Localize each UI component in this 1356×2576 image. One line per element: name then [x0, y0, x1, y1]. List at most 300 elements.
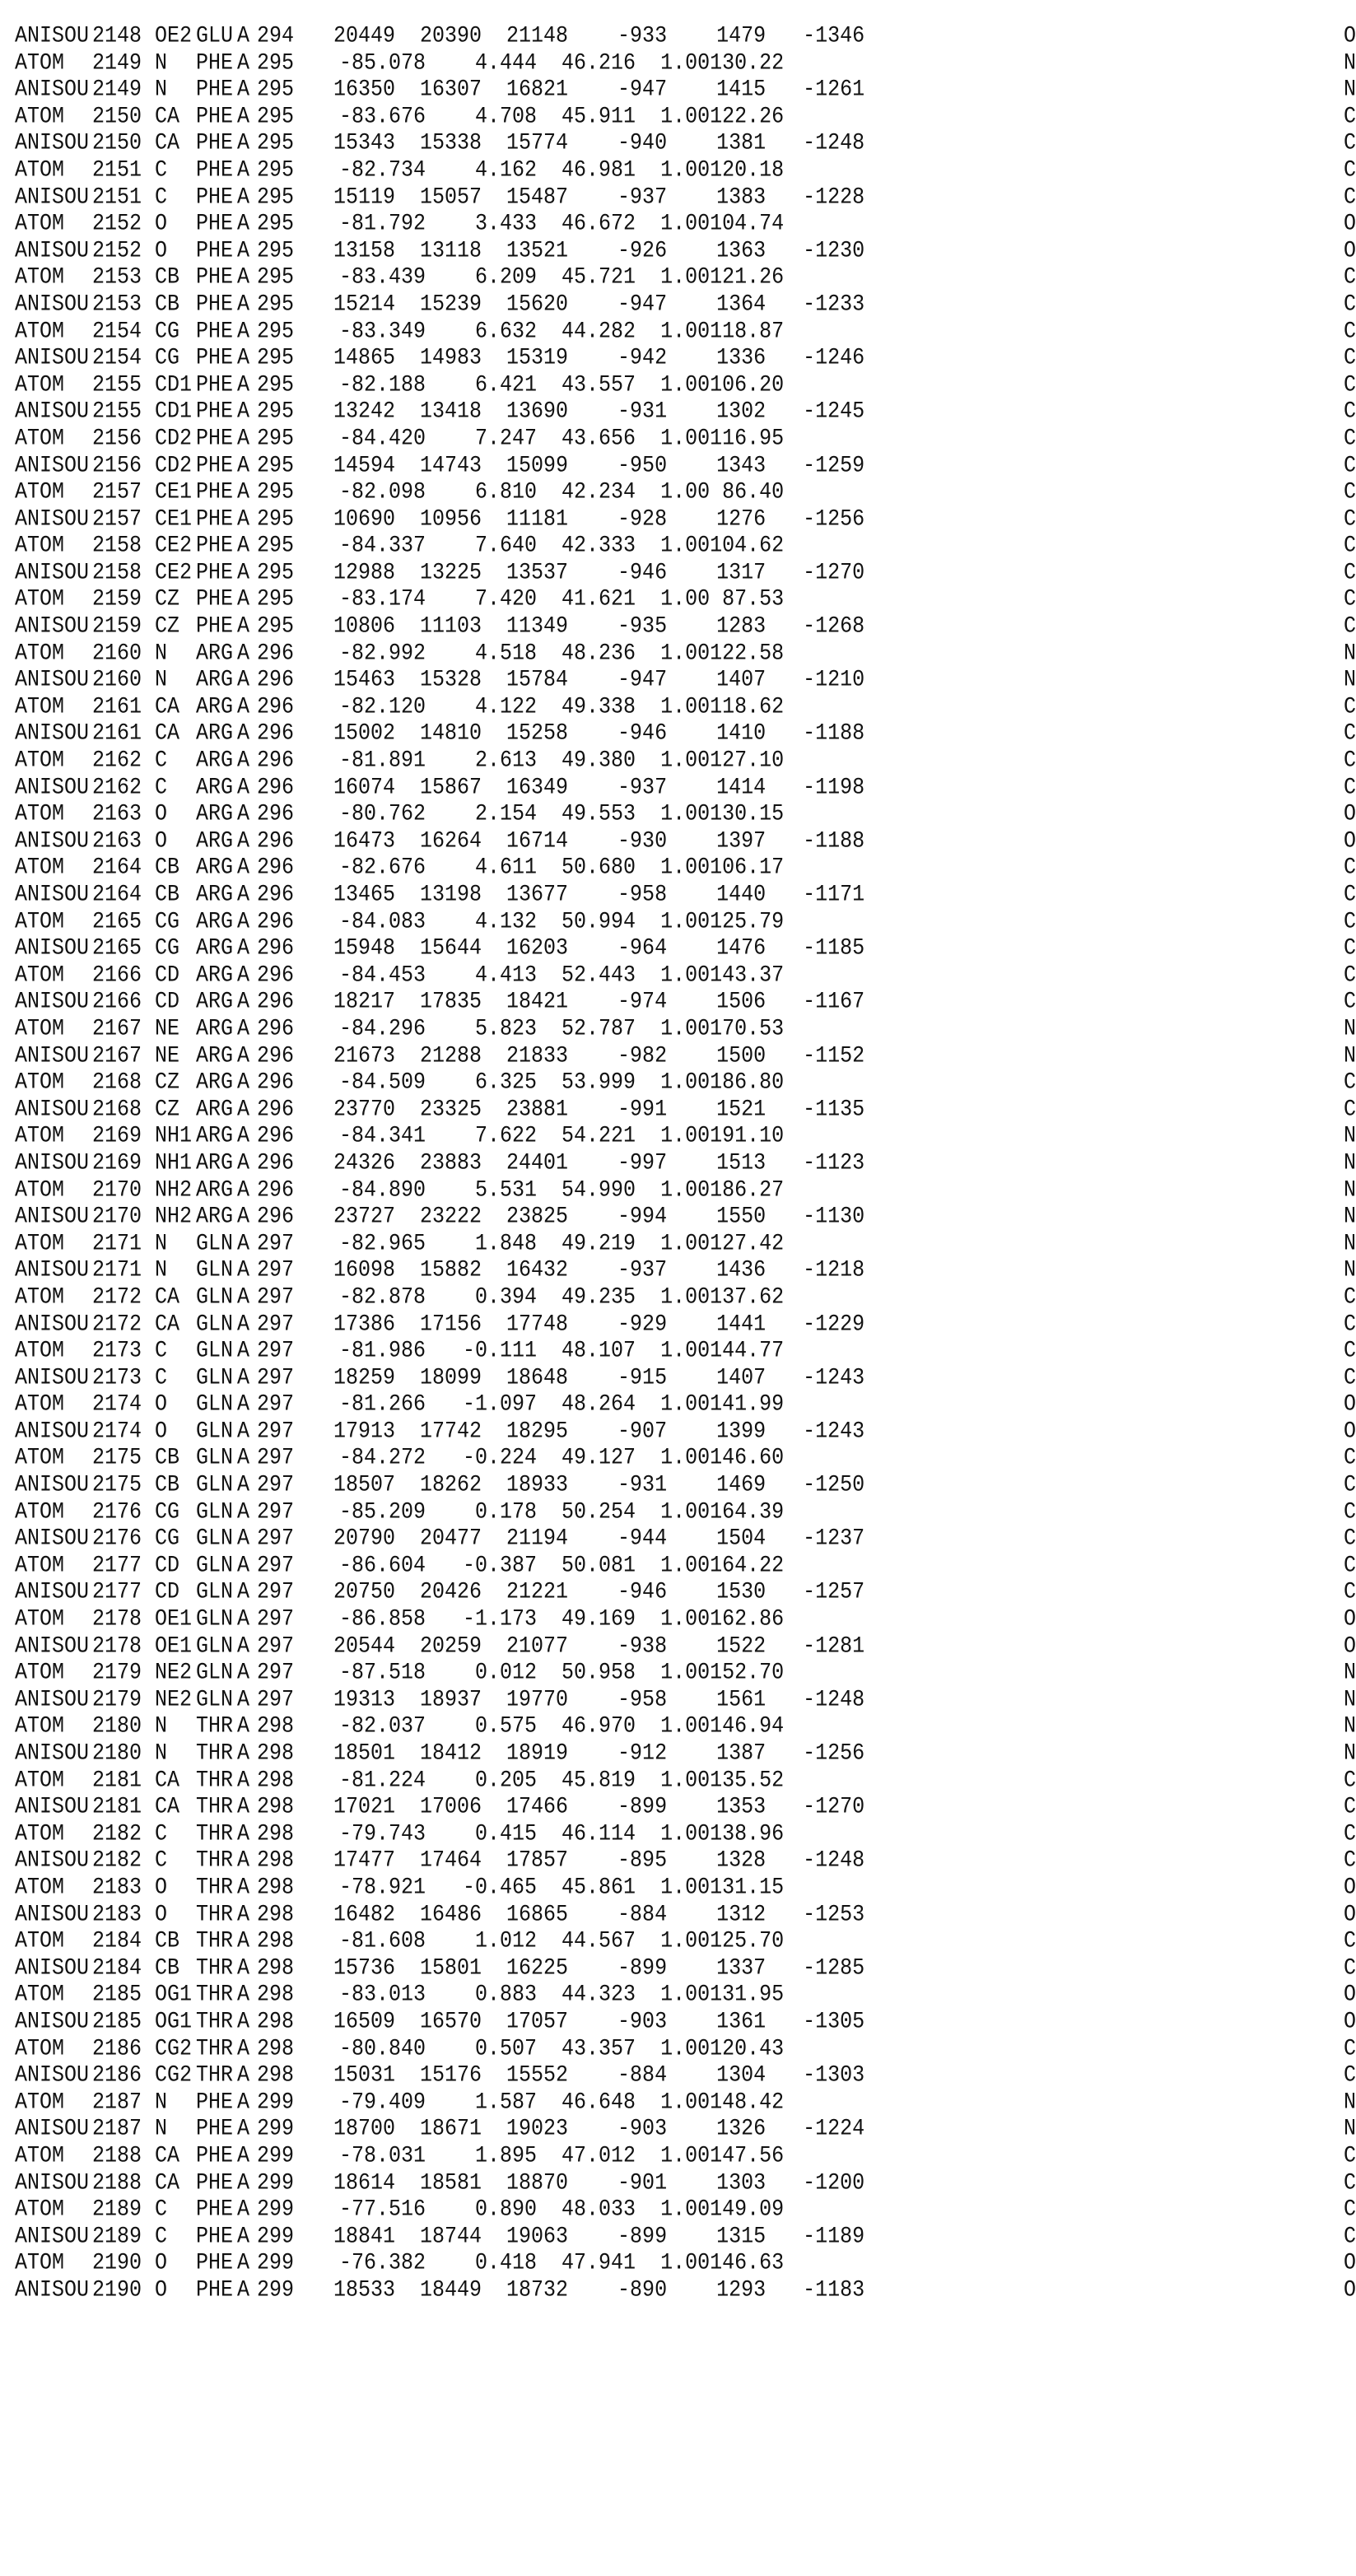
element-symbol: O	[1344, 800, 1356, 827]
pdb-record-row	[0, 1068, 1356, 1098]
element-symbol: C	[1344, 1310, 1356, 1338]
record-values: -84.296 5.823 52.787 1.00170.53	[339, 1015, 785, 1042]
residue-name: PHE	[196, 236, 234, 264]
chain-id: A	[237, 129, 250, 157]
residue-name: PHE	[196, 183, 234, 211]
atom-name: CZ	[155, 1095, 180, 1123]
residue-seq: 295	[257, 370, 295, 398]
residue-name: PHE	[196, 2115, 234, 2142]
element-symbol: C	[1344, 881, 1356, 908]
record-type: ANISOU	[15, 451, 90, 479]
atom-name: O	[155, 1418, 168, 1445]
record-type: ATOM	[15, 2034, 65, 2062]
record-values: -82.878 0.394 49.235 1.00137.62	[339, 1283, 785, 1311]
element-symbol: C	[1344, 425, 1356, 452]
atom-name: N	[155, 2115, 168, 2142]
pdb-record-row	[0, 665, 1356, 696]
residue-seq: 298	[257, 2061, 295, 2089]
record-values: -84.509 6.325 53.999 1.00186.80	[339, 1069, 785, 1096]
atom-name: CB	[155, 263, 180, 291]
chain-id: A	[237, 210, 250, 237]
record-values: 23770 23325 23881 -991 1521 -1135	[333, 1095, 865, 1123]
pdb-record-row	[0, 2114, 1356, 2145]
residue-name: ARG	[196, 773, 234, 801]
element-symbol: C	[1344, 1927, 1356, 1954]
record-type: ATOM	[15, 1712, 65, 1740]
element-symbol: C	[1344, 317, 1356, 345]
residue-name: ARG	[196, 1203, 234, 1230]
element-symbol: C	[1344, 585, 1356, 613]
chain-id: A	[237, 1203, 250, 1230]
chain-id: A	[237, 1122, 250, 1149]
record-type: ANISOU	[15, 1525, 90, 1552]
record-values: -83.349 6.632 44.282 1.00118.87	[339, 317, 785, 345]
atom-serial: 2178	[92, 1605, 142, 1633]
pdb-record-row	[0, 639, 1356, 669]
atom-name: OG1	[155, 1981, 193, 2008]
chain-id: A	[237, 2088, 250, 2116]
atom-name: CA	[155, 693, 180, 720]
residue-name: GLN	[196, 1310, 234, 1338]
residue-seq: 297	[257, 1632, 295, 1660]
pdb-record-row	[0, 719, 1356, 749]
record-type: ANISOU	[15, 76, 90, 103]
atom-name: CD2	[155, 425, 193, 452]
atom-serial: 2188	[92, 2168, 142, 2196]
element-symbol: C	[1344, 1954, 1356, 1982]
atom-serial: 2155	[92, 398, 142, 425]
element-symbol: N	[1344, 1176, 1356, 1204]
atom-serial: 2166	[92, 988, 142, 1016]
chain-id: A	[237, 2061, 250, 2089]
record-values: 15736 15801 16225 -899 1337 -1285	[333, 1954, 865, 1982]
record-values: 15463 15328 15784 -947 1407 -1210	[333, 666, 865, 693]
chain-id: A	[237, 1069, 250, 1096]
residue-name: THR	[196, 1900, 234, 1928]
pdb-record-row	[0, 1685, 1356, 1716]
chain-id: A	[237, 2008, 250, 2035]
record-type: ATOM	[15, 1069, 65, 1096]
record-type: ANISOU	[15, 2276, 90, 2303]
atom-name: O	[155, 1874, 168, 1901]
residue-seq: 296	[257, 1069, 295, 1096]
element-symbol: N	[1344, 49, 1356, 77]
record-type: ATOM	[15, 102, 65, 130]
pdb-record-row	[0, 853, 1356, 883]
chain-id: A	[237, 317, 250, 345]
record-values: 20790 20477 21194 -944 1504 -1237	[333, 1525, 865, 1552]
record-type: ATOM	[15, 2142, 65, 2169]
record-type: ATOM	[15, 1498, 65, 1526]
element-symbol: N	[1344, 1229, 1356, 1257]
record-type: ATOM	[15, 907, 65, 935]
chain-id: A	[237, 585, 250, 613]
residue-name: ARG	[196, 934, 234, 962]
atom-name: C	[155, 156, 168, 184]
chain-id: A	[237, 1578, 250, 1606]
chain-id: A	[237, 559, 250, 586]
residue-seq: 298	[257, 2034, 295, 2062]
pdb-record-row	[0, 1739, 1356, 1769]
residue-seq: 298	[257, 1847, 295, 1875]
record-values: -81.792 3.433 46.672 1.00104.74	[339, 210, 785, 237]
residue-seq: 295	[257, 451, 295, 479]
pdb-record-row	[0, 2248, 1356, 2279]
atom-serial: 2175	[92, 1444, 142, 1472]
atom-serial: 2160	[92, 639, 142, 667]
residue-seq: 298	[257, 1900, 295, 1928]
record-type: ATOM	[15, 639, 65, 667]
record-type: ATOM	[15, 1015, 65, 1042]
record-values: -84.341 7.622 54.221 1.00191.10	[339, 1122, 785, 1149]
record-type: ANISOU	[15, 22, 90, 49]
atom-name: C	[155, 1363, 168, 1391]
atom-serial: 2164	[92, 881, 142, 908]
atom-serial: 2180	[92, 1740, 142, 1767]
atom-name: CA	[155, 102, 180, 130]
atom-serial: 2174	[92, 1390, 142, 1418]
atom-name: NE	[155, 1041, 180, 1069]
record-values: 18841 18744 19063 -899 1315 -1189	[333, 2222, 865, 2250]
residue-name: ARG	[196, 1095, 234, 1123]
record-type: ANISOU	[15, 1041, 90, 1069]
residue-seq: 294	[257, 22, 295, 49]
pdb-record-row	[0, 1176, 1356, 1206]
record-values: 18614 18581 18870 -901 1303 -1200	[333, 2168, 865, 2196]
pdb-record-row	[0, 1417, 1356, 1447]
atom-name: CB	[155, 1471, 180, 1498]
element-symbol: C	[1344, 854, 1356, 882]
record-values: -81.986 -0.111 48.107 1.00144.77	[339, 1337, 785, 1364]
pdb-record-row	[0, 1041, 1356, 1072]
atom-serial: 2190	[92, 2276, 142, 2303]
residue-name: ARG	[196, 907, 234, 935]
record-values: 15031 15176 15552 -884 1304 -1303	[333, 2061, 865, 2089]
record-type: ANISOU	[15, 1310, 90, 1338]
element-symbol: C	[1344, 720, 1356, 748]
record-type: ATOM	[15, 1819, 65, 1847]
chain-id: A	[237, 1015, 250, 1042]
record-type: ANISOU	[15, 2222, 90, 2250]
residue-seq: 299	[257, 2115, 295, 2142]
element-symbol: N	[1344, 1740, 1356, 1767]
pdb-record-row	[0, 128, 1356, 159]
element-symbol: C	[1344, 988, 1356, 1016]
residue-seq: 296	[257, 1095, 295, 1123]
record-type: ATOM	[15, 1390, 65, 1418]
atom-name: N	[155, 1229, 168, 1257]
record-values: 10806 11103 11349 -935 1283 -1268	[333, 613, 865, 640]
atom-serial: 2181	[92, 1793, 142, 1820]
residue-seq: 297	[257, 1363, 295, 1391]
residue-name: ARG	[196, 1122, 234, 1149]
element-symbol: C	[1344, 1444, 1356, 1472]
element-symbol: N	[1344, 2115, 1356, 2142]
residue-name: ARG	[196, 988, 234, 1016]
record-values: 20750 20426 21221 -946 1530 -1257	[333, 1578, 865, 1606]
chain-id: A	[237, 370, 250, 398]
atom-serial: 2185	[92, 1981, 142, 2008]
record-values: 12988 13225 13537 -946 1317 -1270	[333, 559, 865, 586]
residue-seq: 296	[257, 934, 295, 962]
atom-name: CD	[155, 1578, 180, 1606]
atom-name: C	[155, 2196, 168, 2223]
atom-name: C	[155, 1847, 168, 1875]
record-values: -81.224 0.205 45.819 1.00135.52	[339, 1766, 785, 1794]
residue-name: PHE	[196, 585, 234, 613]
record-values: 20544 20259 21077 -938 1522 -1281	[333, 1632, 865, 1660]
atom-serial: 2178	[92, 1632, 142, 1660]
element-symbol: N	[1344, 1149, 1356, 1176]
chain-id: A	[237, 1981, 250, 2008]
pdb-record-row	[0, 585, 1356, 616]
atom-name: CB	[155, 1444, 180, 1472]
residue-name: GLN	[196, 1578, 234, 1606]
atom-name: O	[155, 236, 168, 264]
atom-serial: 2173	[92, 1363, 142, 1391]
pdb-record-row	[0, 1980, 1356, 2010]
record-type: ANISOU	[15, 666, 90, 693]
residue-name: PHE	[196, 2088, 234, 2116]
residue-name: GLN	[196, 1256, 234, 1283]
chain-id: A	[237, 2115, 250, 2142]
atom-serial: 2157	[92, 505, 142, 533]
pdb-record-row	[0, 477, 1356, 508]
chain-id: A	[237, 1041, 250, 1069]
residue-name: ARG	[196, 1176, 234, 1204]
pdb-record-row	[0, 1363, 1356, 1394]
element-symbol: C	[1344, 1819, 1356, 1847]
chain-id: A	[237, 907, 250, 935]
pdb-record-row	[0, 2034, 1356, 2065]
atom-serial: 2158	[92, 532, 142, 559]
atom-serial: 2190	[92, 2249, 142, 2276]
chain-id: A	[237, 613, 250, 640]
residue-seq: 296	[257, 907, 295, 935]
atom-name: O	[155, 210, 168, 237]
chain-id: A	[237, 773, 250, 801]
element-symbol: C	[1344, 156, 1356, 184]
chain-id: A	[237, 49, 250, 77]
residue-seq: 297	[257, 1552, 295, 1579]
chain-id: A	[237, 1390, 250, 1418]
residue-seq: 297	[257, 1310, 295, 1338]
atom-serial: 2156	[92, 451, 142, 479]
atom-serial: 2169	[92, 1149, 142, 1176]
chain-id: A	[237, 1525, 250, 1552]
atom-name: CG	[155, 344, 180, 371]
residue-seq: 296	[257, 666, 295, 693]
chain-id: A	[237, 102, 250, 130]
pdb-record-row	[0, 1524, 1356, 1554]
pdb-record-row	[0, 2061, 1356, 2091]
record-type: ATOM	[15, 1927, 65, 1954]
record-values: -77.516 0.890 48.033 1.00149.09	[339, 2196, 785, 2223]
residue-name: ARG	[196, 1041, 234, 1069]
record-type: ATOM	[15, 2249, 65, 2276]
residue-seq: 297	[257, 1390, 295, 1418]
atom-name: N	[155, 1712, 168, 1740]
chain-id: A	[237, 666, 250, 693]
record-values: 15214 15239 15620 -947 1364 -1233	[333, 291, 865, 318]
element-symbol: C	[1344, 370, 1356, 398]
residue-name: PHE	[196, 478, 234, 505]
atom-name: C	[155, 773, 168, 801]
atom-serial: 2180	[92, 1712, 142, 1740]
residue-seq: 297	[257, 1337, 295, 1364]
residue-name: GLN	[196, 1283, 234, 1311]
element-symbol: C	[1344, 478, 1356, 505]
pdb-record-listing	[0, 22, 1356, 2303]
record-type: ANISOU	[15, 1418, 90, 1445]
atom-name: CD	[155, 1552, 180, 1579]
record-type: ATOM	[15, 317, 65, 345]
chain-id: A	[237, 881, 250, 908]
residue-seq: 296	[257, 1176, 295, 1204]
pdb-record-row	[0, 209, 1356, 240]
record-type: ATOM	[15, 1981, 65, 2008]
record-values: -84.453 4.413 52.443 1.00143.37	[339, 961, 785, 989]
record-values: 16350 16307 16821 -947 1415 -1261	[333, 76, 865, 103]
atom-serial: 2158	[92, 559, 142, 586]
record-values: 15002 14810 15258 -946 1410 -1188	[333, 720, 865, 748]
residue-name: PHE	[196, 76, 234, 103]
residue-seq: 298	[257, 1927, 295, 1954]
atom-name: C	[155, 1819, 168, 1847]
residue-name: THR	[196, 1740, 234, 1767]
atom-name: OG1	[155, 2008, 193, 2035]
atom-name: CA	[155, 720, 180, 748]
atom-serial: 2189	[92, 2222, 142, 2250]
residue-seq: 297	[257, 1256, 295, 1283]
record-values: 13158 13118 13521 -926 1363 -1230	[333, 236, 865, 264]
atom-serial: 2174	[92, 1418, 142, 1445]
atom-serial: 2188	[92, 2142, 142, 2169]
pdb-record-row	[0, 1498, 1356, 1528]
element-symbol: C	[1344, 2168, 1356, 2196]
residue-seq: 299	[257, 2168, 295, 2196]
residue-name: PHE	[196, 370, 234, 398]
pdb-record-row	[0, 1632, 1356, 1662]
residue-name: ARG	[196, 854, 234, 882]
residue-seq: 295	[257, 183, 295, 211]
record-type: ATOM	[15, 1659, 65, 1686]
record-values: -82.965 1.848 49.219 1.00127.42	[339, 1229, 785, 1257]
residue-seq: 296	[257, 1149, 295, 1176]
chain-id: A	[237, 291, 250, 318]
pdb-record-row	[0, 827, 1356, 857]
residue-name: PHE	[196, 505, 234, 533]
pdb-record-row	[0, 1551, 1356, 1581]
residue-name: GLN	[196, 1632, 234, 1660]
atom-name: CB	[155, 291, 180, 318]
atom-serial: 2176	[92, 1498, 142, 1526]
atom-name: NE	[155, 1015, 180, 1042]
element-symbol: C	[1344, 129, 1356, 157]
residue-name: GLN	[196, 1337, 234, 1364]
pdb-record-row	[0, 263, 1356, 293]
record-type: ANISOU	[15, 236, 90, 264]
atom-serial: 2162	[92, 773, 142, 801]
pdb-record-row	[0, 2141, 1356, 2172]
pdb-record-row	[0, 1954, 1356, 1984]
record-values: 16482 16486 16865 -884 1312 -1253	[333, 1900, 865, 1928]
record-type: ATOM	[15, 1766, 65, 1794]
residue-name: PHE	[196, 425, 234, 452]
element-symbol: O	[1344, 1981, 1356, 2008]
atom-name: N	[155, 1256, 168, 1283]
residue-name: GLU	[196, 22, 234, 49]
record-values: -83.174 7.420 41.621 1.00 87.53	[339, 585, 785, 613]
element-symbol: C	[1344, 934, 1356, 962]
chain-id: A	[237, 236, 250, 264]
pdb-record-row	[0, 746, 1356, 776]
element-symbol: C	[1344, 613, 1356, 640]
pdb-record-row	[0, 934, 1356, 964]
record-values: 13465 13198 13677 -958 1440 -1171	[333, 881, 865, 908]
atom-name: CE1	[155, 478, 193, 505]
atom-serial: 2179	[92, 1685, 142, 1713]
record-type: ATOM	[15, 1229, 65, 1257]
residue-seq: 296	[257, 773, 295, 801]
residue-seq: 297	[257, 1498, 295, 1526]
record-values: -80.840 0.507 43.357 1.00120.43	[339, 2034, 785, 2062]
residue-name: PHE	[196, 317, 234, 345]
atom-name: C	[155, 747, 168, 774]
chain-id: A	[237, 478, 250, 505]
record-values: 17021 17006 17466 -899 1353 -1270	[333, 1793, 865, 1820]
record-values: -82.037 0.575 46.970 1.00146.94	[339, 1712, 785, 1740]
residue-seq: 296	[257, 827, 295, 855]
element-symbol: C	[1344, 398, 1356, 425]
atom-serial: 2184	[92, 1927, 142, 1954]
pdb-record-row	[0, 236, 1356, 267]
chain-id: A	[237, 76, 250, 103]
residue-name: PHE	[196, 156, 234, 184]
record-type: ANISOU	[15, 773, 90, 801]
record-values: -84.890 5.531 54.990 1.00186.27	[339, 1176, 785, 1204]
record-values: -79.409 1.587 46.648 1.00148.42	[339, 2088, 785, 2116]
chain-id: A	[237, 505, 250, 533]
atom-name: CA	[155, 2142, 180, 2169]
atom-serial: 2172	[92, 1283, 142, 1311]
chain-id: A	[237, 639, 250, 667]
atom-name: NE2	[155, 1685, 193, 1713]
pdb-record-row	[0, 2007, 1356, 2038]
residue-seq: 299	[257, 2276, 295, 2303]
pdb-record-row	[0, 1336, 1356, 1367]
element-symbol: N	[1344, 1041, 1356, 1069]
record-type: ATOM	[15, 1176, 65, 1204]
chain-id: A	[237, 183, 250, 211]
atom-name: CB	[155, 854, 180, 882]
chain-id: A	[237, 398, 250, 425]
atom-serial: 2156	[92, 425, 142, 452]
chain-id: A	[237, 1685, 250, 1713]
chain-id: A	[237, 1229, 250, 1257]
record-type: ATOM	[15, 1874, 65, 1901]
atom-serial: 2149	[92, 49, 142, 77]
element-symbol: N	[1344, 1256, 1356, 1283]
record-type: ATOM	[15, 49, 65, 77]
atom-name: CG	[155, 1525, 180, 1552]
record-type: ANISOU	[15, 1149, 90, 1176]
residue-name: PHE	[196, 2249, 234, 2276]
residue-seq: 297	[257, 1525, 295, 1552]
record-values: -82.734 4.162 46.981 1.00120.18	[339, 156, 785, 184]
atom-serial: 2179	[92, 1659, 142, 1686]
atom-name: N	[155, 639, 168, 667]
